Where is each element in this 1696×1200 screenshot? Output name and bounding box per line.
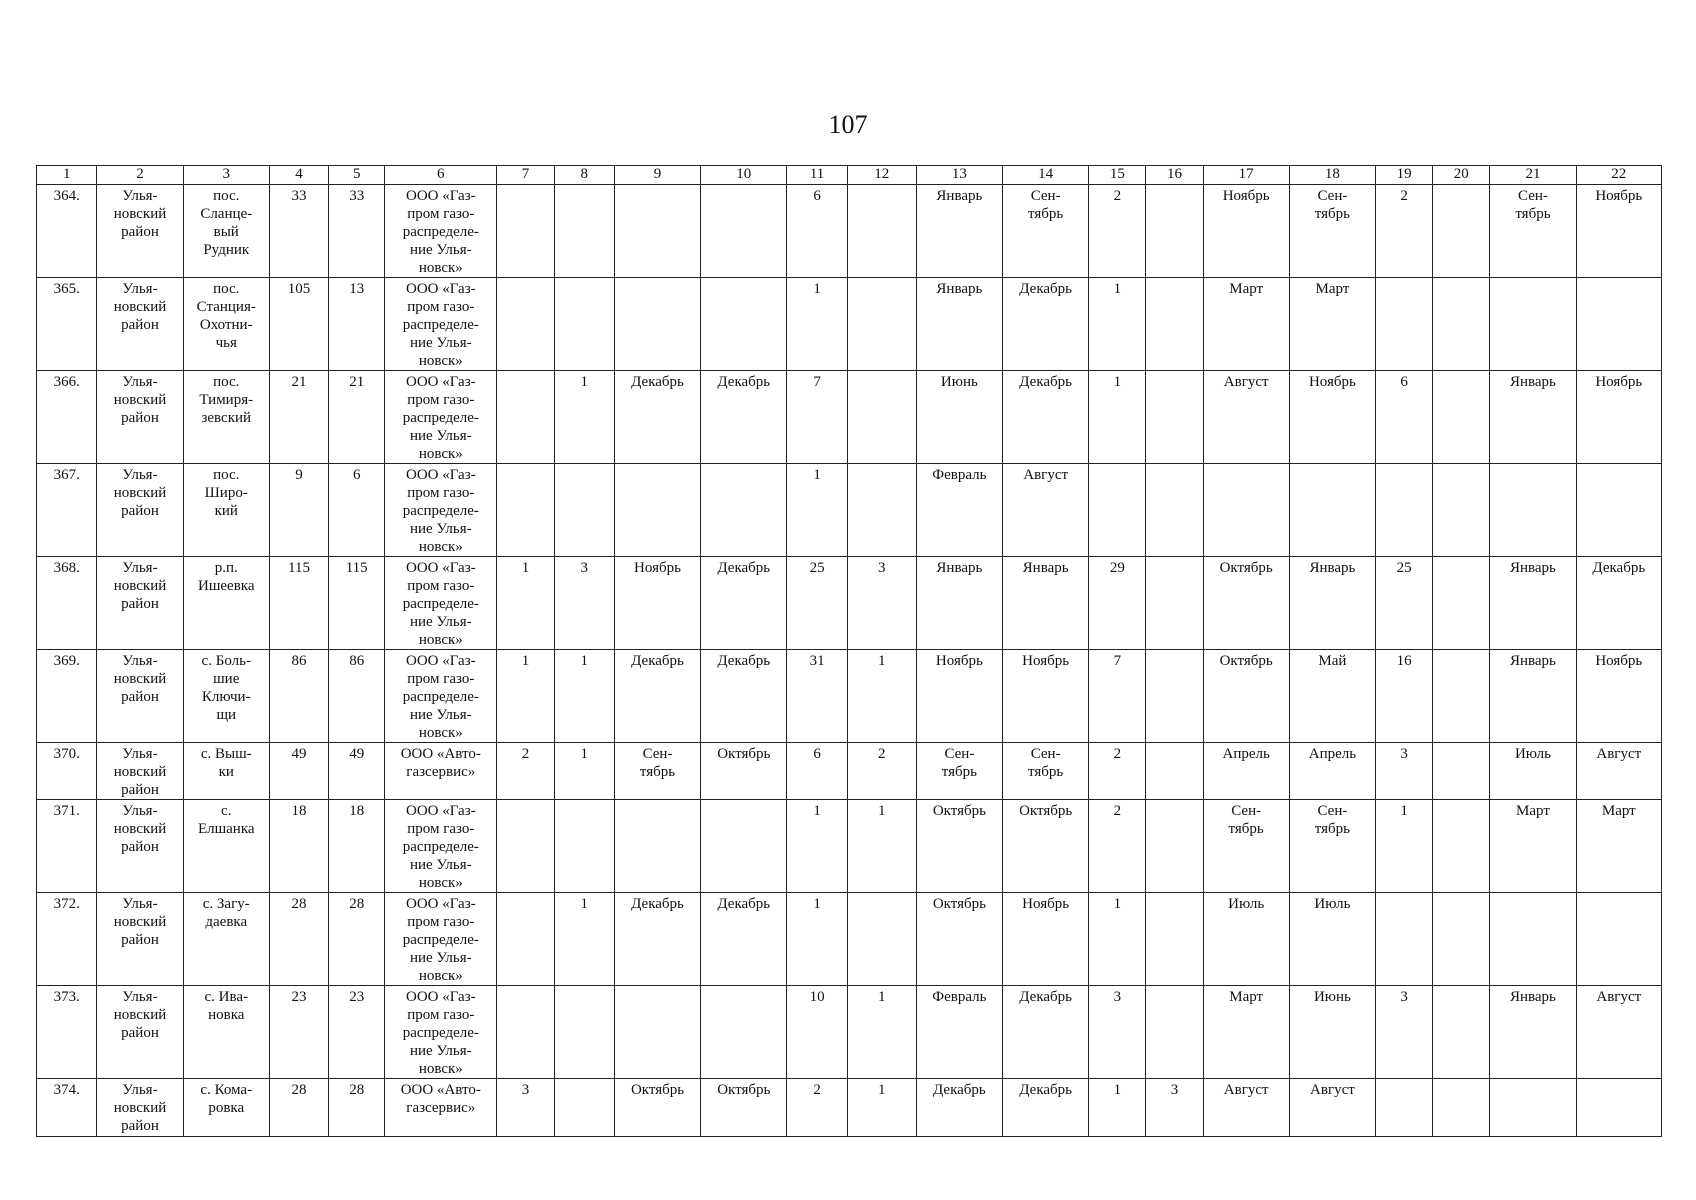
table-cell: 371. bbox=[37, 800, 97, 893]
table-cell: пос. Сланце- вый Рудник bbox=[183, 185, 269, 278]
table-cell bbox=[614, 800, 700, 893]
table-cell: 21 bbox=[329, 371, 385, 464]
column-header-16: 16 bbox=[1146, 166, 1203, 185]
table-cell: Июль bbox=[1289, 893, 1375, 986]
table-cell bbox=[614, 185, 700, 278]
table-cell: 3 bbox=[1146, 1079, 1203, 1137]
table-cell: 2 bbox=[1089, 185, 1146, 278]
schedule-table bbox=[36, 165, 1662, 1137]
table-cell: 25 bbox=[787, 557, 847, 650]
table-cell bbox=[1433, 743, 1490, 800]
table-cell: ООО «Авто- газсервис» bbox=[385, 1079, 497, 1137]
table-cell: Ноябрь bbox=[1576, 650, 1661, 743]
table-cell bbox=[1490, 893, 1576, 986]
table-cell bbox=[1146, 278, 1203, 371]
table-cell bbox=[554, 278, 614, 371]
table-cell bbox=[701, 185, 787, 278]
table-cell: 7 bbox=[1089, 650, 1146, 743]
table-cell bbox=[1490, 278, 1576, 371]
table-cell: 3 bbox=[1089, 986, 1146, 1079]
table-cell: 1 bbox=[554, 650, 614, 743]
table-cell: Июнь bbox=[1289, 986, 1375, 1079]
table-cell bbox=[497, 464, 554, 557]
table-cell: 369. bbox=[37, 650, 97, 743]
table-cell bbox=[847, 893, 916, 986]
table-cell: Октябрь bbox=[614, 1079, 700, 1137]
table-cell: Ноябрь bbox=[916, 650, 1002, 743]
table-cell: Улья- новский район bbox=[97, 371, 183, 464]
table-cell: Январь bbox=[1490, 650, 1576, 743]
table-cell: Январь bbox=[916, 185, 1002, 278]
table-cell bbox=[847, 464, 916, 557]
table-cell: Июнь bbox=[916, 371, 1002, 464]
table-cell: 33 bbox=[269, 185, 328, 278]
table-cell bbox=[1433, 464, 1490, 557]
table-cell: ООО «Газ- пром газо- распределе- ние Улья- новск» bbox=[385, 986, 497, 1079]
table-cell: 364. bbox=[37, 185, 97, 278]
table-cell: 28 bbox=[329, 893, 385, 986]
table-row bbox=[37, 371, 1662, 464]
table-cell: Улья- новский район bbox=[97, 743, 183, 800]
table-cell: с. Боль- шие Ключи- щи bbox=[183, 650, 269, 743]
table-cell: 1 bbox=[1376, 800, 1433, 893]
table-cell bbox=[1203, 464, 1289, 557]
table-cell: пос. Станция- Охотни- чья bbox=[183, 278, 269, 371]
table-cell bbox=[1376, 278, 1433, 371]
table-cell bbox=[497, 278, 554, 371]
table-cell: 3 bbox=[497, 1079, 554, 1137]
table-cell: 25 bbox=[1376, 557, 1433, 650]
table-cell: 49 bbox=[269, 743, 328, 800]
table-cell bbox=[614, 986, 700, 1079]
column-header-2: 2 bbox=[97, 166, 183, 185]
table-cell: Март bbox=[1203, 278, 1289, 371]
table-cell: ООО «Газ- пром газо- распределе- ние Улья- новск» bbox=[385, 800, 497, 893]
table-cell: ООО «Газ- пром газо- распределе- ние Улья- новск» bbox=[385, 185, 497, 278]
column-header-4: 4 bbox=[269, 166, 328, 185]
table-cell: Август bbox=[1203, 1079, 1289, 1137]
table-cell bbox=[1433, 986, 1490, 1079]
column-header-14: 14 bbox=[1003, 166, 1089, 185]
table-cell bbox=[1576, 278, 1661, 371]
table-cell: с. Выш- ки bbox=[183, 743, 269, 800]
table-cell: Июль bbox=[1490, 743, 1576, 800]
table-cell: Декабрь bbox=[701, 893, 787, 986]
table-cell: 1 bbox=[1089, 371, 1146, 464]
table-cell: Ноябрь bbox=[614, 557, 700, 650]
table-cell bbox=[1146, 185, 1203, 278]
table-cell: Сен- тябрь bbox=[614, 743, 700, 800]
table-cell: Улья- новский район bbox=[97, 557, 183, 650]
table-cell: ООО «Газ- пром газо- распределе- ние Улья- новск» bbox=[385, 464, 497, 557]
table-cell: 23 bbox=[269, 986, 328, 1079]
page-number: 107 bbox=[828, 110, 868, 139]
table-row bbox=[37, 893, 1662, 986]
table-cell: Улья- новский район bbox=[97, 893, 183, 986]
table-cell: 367. bbox=[37, 464, 97, 557]
table-cell: 1 bbox=[554, 893, 614, 986]
table-cell: Март bbox=[1289, 278, 1375, 371]
table-cell: 86 bbox=[329, 650, 385, 743]
table-cell bbox=[1146, 371, 1203, 464]
table-cell: 1 bbox=[847, 650, 916, 743]
column-header-10: 10 bbox=[701, 166, 787, 185]
table-cell: 372. bbox=[37, 893, 97, 986]
table-cell: 1 bbox=[787, 893, 847, 986]
table-cell bbox=[614, 278, 700, 371]
table-cell: Февраль bbox=[916, 986, 1002, 1079]
table-cell: ООО «Газ- пром газо- распределе- ние Улья- новск» bbox=[385, 557, 497, 650]
table-row bbox=[37, 743, 1662, 800]
table-cell: Март bbox=[1576, 800, 1661, 893]
table-cell: 1 bbox=[1089, 1079, 1146, 1137]
table-cell: 6 bbox=[1376, 371, 1433, 464]
table-cell: 115 bbox=[329, 557, 385, 650]
table-cell bbox=[497, 800, 554, 893]
table-cell: 18 bbox=[329, 800, 385, 893]
table-cell: Декабрь bbox=[916, 1079, 1002, 1137]
table-cell: Январь bbox=[1490, 557, 1576, 650]
table-cell: 1 bbox=[847, 986, 916, 1079]
column-header-13: 13 bbox=[916, 166, 1002, 185]
table-cell: Октябрь bbox=[916, 893, 1002, 986]
table-cell: Октябрь bbox=[701, 1079, 787, 1137]
table-cell: 2 bbox=[787, 1079, 847, 1137]
table-cell: Сен- тябрь bbox=[1289, 800, 1375, 893]
column-header-20: 20 bbox=[1433, 166, 1490, 185]
table-cell: 28 bbox=[269, 1079, 328, 1137]
table-cell bbox=[701, 800, 787, 893]
table-cell: 33 bbox=[329, 185, 385, 278]
table-row bbox=[37, 650, 1662, 743]
table-cell: Январь bbox=[1490, 986, 1576, 1079]
table-cell: 3 bbox=[1376, 986, 1433, 1079]
table-cell: 3 bbox=[1376, 743, 1433, 800]
column-header-1: 1 bbox=[37, 166, 97, 185]
table-row bbox=[37, 278, 1662, 371]
column-header-12: 12 bbox=[847, 166, 916, 185]
table-cell: Улья- новский район bbox=[97, 986, 183, 1079]
table-cell: 3 bbox=[554, 557, 614, 650]
table-cell bbox=[1146, 650, 1203, 743]
table-cell bbox=[701, 278, 787, 371]
table-cell bbox=[1433, 557, 1490, 650]
column-header-17: 17 bbox=[1203, 166, 1289, 185]
table-cell bbox=[1490, 464, 1576, 557]
table-cell bbox=[1576, 1079, 1661, 1137]
table-cell: Октябрь bbox=[701, 743, 787, 800]
table-cell: Ноябрь bbox=[1289, 371, 1375, 464]
column-header-9: 9 bbox=[614, 166, 700, 185]
table-cell: 10 bbox=[787, 986, 847, 1079]
table-row bbox=[37, 185, 1662, 278]
table-cell: 1 bbox=[497, 557, 554, 650]
table-cell bbox=[1146, 557, 1203, 650]
table-cell: 2 bbox=[1376, 185, 1433, 278]
table-cell: Август bbox=[1003, 464, 1089, 557]
table-cell: ООО «Газ- пром газо- распределе- ние Улья- новск» bbox=[385, 371, 497, 464]
table-cell bbox=[701, 464, 787, 557]
table-cell: 115 bbox=[269, 557, 328, 650]
table-cell: Сен- тябрь bbox=[1490, 185, 1576, 278]
table-cell bbox=[614, 464, 700, 557]
table-row bbox=[37, 557, 1662, 650]
table-cell bbox=[1146, 986, 1203, 1079]
table-cell bbox=[1146, 464, 1203, 557]
table-cell: Улья- новский район bbox=[97, 800, 183, 893]
table-cell: р.п. Ишеевка bbox=[183, 557, 269, 650]
table-cell: 1 bbox=[787, 464, 847, 557]
table-cell bbox=[497, 893, 554, 986]
column-header-22: 22 bbox=[1576, 166, 1661, 185]
table-cell: 16 bbox=[1376, 650, 1433, 743]
table-cell: 374. bbox=[37, 1079, 97, 1137]
table-cell bbox=[554, 464, 614, 557]
table-cell: 1 bbox=[1089, 278, 1146, 371]
table-cell: 6 bbox=[787, 185, 847, 278]
table-cell: Апрель bbox=[1203, 743, 1289, 800]
table-cell bbox=[1289, 464, 1375, 557]
table-cell: Октябрь bbox=[1003, 800, 1089, 893]
table-cell bbox=[701, 986, 787, 1079]
table-cell: Январь bbox=[1003, 557, 1089, 650]
table-cell: 1 bbox=[1089, 893, 1146, 986]
table-cell: 6 bbox=[787, 743, 847, 800]
table-row bbox=[37, 986, 1662, 1079]
table-cell: Январь bbox=[916, 278, 1002, 371]
table-cell: 1 bbox=[847, 1079, 916, 1137]
table-cell: 2 bbox=[497, 743, 554, 800]
table-cell: Декабрь bbox=[614, 371, 700, 464]
table-cell: 2 bbox=[1089, 743, 1146, 800]
column-header-11: 11 bbox=[787, 166, 847, 185]
table-cell: Ноябрь bbox=[1576, 185, 1661, 278]
table-cell: 86 bbox=[269, 650, 328, 743]
table-cell: 1 bbox=[497, 650, 554, 743]
table-cell bbox=[554, 986, 614, 1079]
table-cell: с. Загу- даевка bbox=[183, 893, 269, 986]
table-cell bbox=[1433, 800, 1490, 893]
table-cell: 1 bbox=[554, 743, 614, 800]
table-cell: пос. Тимиря- зевский bbox=[183, 371, 269, 464]
table-cell: 3 bbox=[847, 557, 916, 650]
table-row bbox=[37, 1079, 1662, 1137]
table-cell bbox=[497, 986, 554, 1079]
table-cell bbox=[1089, 464, 1146, 557]
table-cell: 366. bbox=[37, 371, 97, 464]
table-cell bbox=[1490, 1079, 1576, 1137]
table-cell bbox=[847, 185, 916, 278]
table-cell bbox=[1433, 371, 1490, 464]
table-cell: 13 bbox=[329, 278, 385, 371]
table-cell: Сен- тябрь bbox=[1003, 743, 1089, 800]
table-cell: 1 bbox=[847, 800, 916, 893]
table-cell: Декабрь bbox=[614, 650, 700, 743]
table-cell bbox=[1146, 743, 1203, 800]
table-cell: Сен- тябрь bbox=[1003, 185, 1089, 278]
table-cell: с. Елшанка bbox=[183, 800, 269, 893]
table-cell: Август bbox=[1576, 743, 1661, 800]
table-cell bbox=[1376, 464, 1433, 557]
column-header-7: 7 bbox=[497, 166, 554, 185]
table-cell: 365. bbox=[37, 278, 97, 371]
table-cell: Ноябрь bbox=[1576, 371, 1661, 464]
table-cell: ООО «Газ- пром газо- распределе- ние Улья- новск» bbox=[385, 650, 497, 743]
table-row bbox=[37, 800, 1662, 893]
table-cell: ООО «Газ- пром газо- распределе- ние Улья- новск» bbox=[385, 893, 497, 986]
table-cell bbox=[1433, 650, 1490, 743]
table-cell: Октябрь bbox=[1203, 557, 1289, 650]
table-cell: Улья- новский район bbox=[97, 185, 183, 278]
table-cell: пос. Широ- кий bbox=[183, 464, 269, 557]
table-cell: 28 bbox=[329, 1079, 385, 1137]
table-cell: 2 bbox=[847, 743, 916, 800]
table-cell: 31 bbox=[787, 650, 847, 743]
table-cell: Октябрь bbox=[916, 800, 1002, 893]
table-cell: Декабрь bbox=[1003, 278, 1089, 371]
table-cell: 9 bbox=[269, 464, 328, 557]
table-cell: Август bbox=[1203, 371, 1289, 464]
table-cell bbox=[847, 278, 916, 371]
table-cell: Октябрь bbox=[1203, 650, 1289, 743]
table-cell: Сен- тябрь bbox=[1203, 800, 1289, 893]
table-cell: Январь bbox=[1289, 557, 1375, 650]
table-cell: 49 bbox=[329, 743, 385, 800]
column-header-5: 5 bbox=[329, 166, 385, 185]
table-cell: Декабрь bbox=[701, 371, 787, 464]
table-cell: 1 bbox=[787, 800, 847, 893]
table-cell: Ноябрь bbox=[1003, 650, 1089, 743]
table-cell: Февраль bbox=[916, 464, 1002, 557]
table-cell bbox=[554, 1079, 614, 1137]
table-cell: 28 bbox=[269, 893, 328, 986]
table-cell: Март bbox=[1490, 800, 1576, 893]
table-cell bbox=[497, 371, 554, 464]
table-body bbox=[37, 185, 1662, 1137]
table-cell bbox=[1576, 464, 1661, 557]
table-cell bbox=[554, 800, 614, 893]
table-cell: 29 bbox=[1089, 557, 1146, 650]
table-cell: ООО «Газ- пром газо- распределе- ние Улья- новск» bbox=[385, 278, 497, 371]
table-cell bbox=[1433, 278, 1490, 371]
table-cell: Улья- новский район bbox=[97, 650, 183, 743]
table-cell: Сен- тябрь bbox=[1289, 185, 1375, 278]
table-cell: Май bbox=[1289, 650, 1375, 743]
table-cell: Январь bbox=[1490, 371, 1576, 464]
table-cell: Декабрь bbox=[1003, 986, 1089, 1079]
table-cell: 373. bbox=[37, 986, 97, 1079]
table-cell bbox=[1146, 893, 1203, 986]
table-row bbox=[37, 464, 1662, 557]
column-header-21: 21 bbox=[1490, 166, 1576, 185]
column-header-18: 18 bbox=[1289, 166, 1375, 185]
table-cell: Сен- тябрь bbox=[916, 743, 1002, 800]
table-cell: ООО «Авто- газсервис» bbox=[385, 743, 497, 800]
table-cell: 7 bbox=[787, 371, 847, 464]
table-cell bbox=[1146, 800, 1203, 893]
table-cell: Декабрь bbox=[1003, 1079, 1089, 1137]
table-cell: Декабрь bbox=[614, 893, 700, 986]
table-cell: Декабрь bbox=[701, 650, 787, 743]
table-cell: 370. bbox=[37, 743, 97, 800]
table-cell: Улья- новский район bbox=[97, 1079, 183, 1137]
table-cell bbox=[554, 185, 614, 278]
table-cell bbox=[1433, 185, 1490, 278]
table-cell: Улья- новский район bbox=[97, 278, 183, 371]
table-cell bbox=[497, 185, 554, 278]
table-cell bbox=[847, 371, 916, 464]
column-header-6: 6 bbox=[385, 166, 497, 185]
table-cell: Ноябрь bbox=[1003, 893, 1089, 986]
table-cell: 368. bbox=[37, 557, 97, 650]
table-cell: Декабрь bbox=[701, 557, 787, 650]
table-cell: 1 bbox=[554, 371, 614, 464]
column-header-3: 3 bbox=[183, 166, 269, 185]
table-cell: Апрель bbox=[1289, 743, 1375, 800]
column-header-8: 8 bbox=[554, 166, 614, 185]
table-cell: Июль bbox=[1203, 893, 1289, 986]
table-cell: 18 bbox=[269, 800, 328, 893]
table-cell: Январь bbox=[916, 557, 1002, 650]
table-cell: Март bbox=[1203, 986, 1289, 1079]
table-cell: с. Кома- ровка bbox=[183, 1079, 269, 1137]
table-cell: Декабрь bbox=[1003, 371, 1089, 464]
table-cell: 105 bbox=[269, 278, 328, 371]
table-cell: 1 bbox=[787, 278, 847, 371]
column-header-19: 19 bbox=[1376, 166, 1433, 185]
table-cell: 6 bbox=[329, 464, 385, 557]
table-cell: Ноябрь bbox=[1203, 185, 1289, 278]
table-cell: Декабрь bbox=[1576, 557, 1661, 650]
column-header-15: 15 bbox=[1089, 166, 1146, 185]
table-cell bbox=[1576, 893, 1661, 986]
table-cell: с. Ива- новка bbox=[183, 986, 269, 1079]
table-cell: 2 bbox=[1089, 800, 1146, 893]
table-cell bbox=[1376, 893, 1433, 986]
table-cell: Август bbox=[1576, 986, 1661, 1079]
table-cell bbox=[1433, 1079, 1490, 1137]
table-cell bbox=[1433, 893, 1490, 986]
table-cell: Улья- новский район bbox=[97, 464, 183, 557]
table-cell: Август bbox=[1289, 1079, 1375, 1137]
table-cell bbox=[1376, 1079, 1433, 1137]
header-row bbox=[37, 166, 1662, 185]
table-cell: 23 bbox=[329, 986, 385, 1079]
table-cell: 21 bbox=[269, 371, 328, 464]
